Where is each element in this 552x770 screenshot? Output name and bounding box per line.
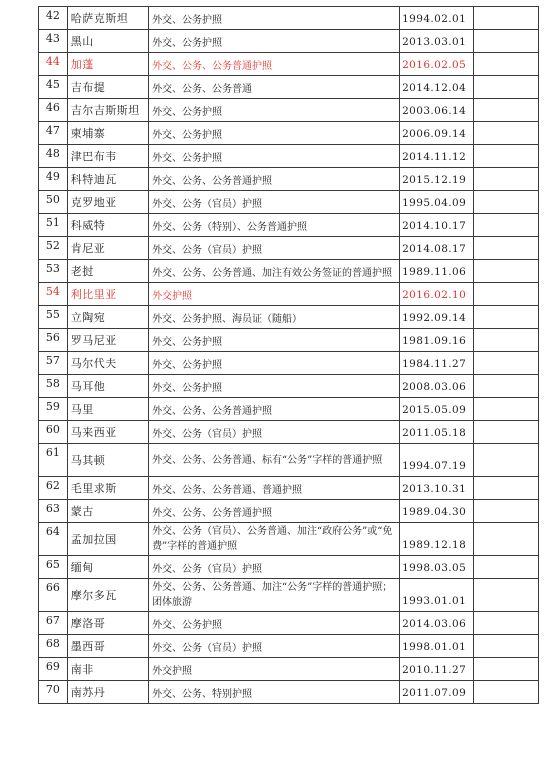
country-name: 津巴布韦 bbox=[67, 145, 148, 168]
remarks-cell bbox=[474, 444, 539, 477]
passport-type: 外交、公务、公务普通护照 bbox=[149, 53, 400, 76]
row-number: 43 bbox=[39, 30, 68, 53]
passport-type: 外交、公务、公务普通 bbox=[149, 76, 400, 99]
visa-exemption-table bbox=[38, 6, 539, 704]
effective-date: 1992.09.14 bbox=[400, 306, 474, 329]
table-row bbox=[39, 612, 539, 635]
table-row bbox=[39, 375, 539, 398]
effective-date: 1989.11.06 bbox=[400, 260, 474, 283]
table-row bbox=[39, 191, 539, 214]
country-name: 马其顿 bbox=[67, 444, 148, 477]
passport-type: 外交、公务（官员）护照 bbox=[149, 421, 400, 444]
row-number: 61 bbox=[39, 444, 68, 477]
country-name: 哈萨克斯坦 bbox=[67, 7, 148, 30]
passport-type: 外交、公务（官员）护照 bbox=[149, 556, 400, 579]
remarks-cell bbox=[474, 421, 539, 444]
effective-date: 2015.05.09 bbox=[400, 398, 474, 421]
effective-date: 2014.08.17 bbox=[400, 237, 474, 260]
country-name: 毛里求斯 bbox=[67, 477, 148, 500]
passport-type: 外交、公务、公务普通、加注有效公务签证的普通护照 bbox=[149, 260, 400, 283]
passport-type: 外交、公务护照 bbox=[149, 612, 400, 635]
remarks-cell bbox=[474, 375, 539, 398]
remarks-cell bbox=[474, 329, 539, 352]
passport-type: 外交护照 bbox=[149, 283, 400, 306]
row-number: 57 bbox=[39, 352, 68, 375]
remarks-cell bbox=[474, 635, 539, 658]
row-number: 42 bbox=[39, 7, 68, 30]
row-number: 67 bbox=[39, 612, 68, 635]
remarks-cell bbox=[474, 523, 539, 556]
country-name: 克罗地亚 bbox=[67, 191, 148, 214]
country-name: 吉尔吉斯斯坦 bbox=[67, 99, 148, 122]
passport-type: 外交、公务、公务普通、标有“公务”字样的普通护照 bbox=[149, 444, 400, 477]
table-row bbox=[39, 444, 539, 477]
table-row bbox=[39, 7, 539, 30]
table-row bbox=[39, 99, 539, 122]
passport-type: 外交、公务护照 bbox=[149, 145, 400, 168]
passport-type: 外交、公务护照 bbox=[149, 352, 400, 375]
effective-date: 2008.03.06 bbox=[400, 375, 474, 398]
row-number: 50 bbox=[39, 191, 68, 214]
passport-type: 外交、公务（特别）、公务普通护照 bbox=[149, 214, 400, 237]
passport-type: 外交护照 bbox=[149, 658, 400, 681]
effective-date: 1981.09.16 bbox=[400, 329, 474, 352]
remarks-cell bbox=[474, 7, 539, 30]
country-name: 吉布提 bbox=[67, 76, 148, 99]
remarks-cell bbox=[474, 122, 539, 145]
remarks-cell bbox=[474, 612, 539, 635]
passport-type: 外交、公务、公务普通护照 bbox=[149, 168, 400, 191]
table-row bbox=[39, 237, 539, 260]
row-number: 69 bbox=[39, 658, 68, 681]
row-number: 44 bbox=[39, 53, 68, 76]
remarks-cell bbox=[474, 283, 539, 306]
remarks-cell bbox=[474, 398, 539, 421]
passport-type: 外交、公务护照 bbox=[149, 375, 400, 398]
table-row bbox=[39, 579, 539, 612]
row-number: 45 bbox=[39, 76, 68, 99]
country-name: 黑山 bbox=[67, 30, 148, 53]
remarks-cell bbox=[474, 99, 539, 122]
row-number: 55 bbox=[39, 306, 68, 329]
row-number: 47 bbox=[39, 122, 68, 145]
passport-type: 外交、公务护照 bbox=[149, 329, 400, 352]
remarks-cell bbox=[474, 145, 539, 168]
country-name: 科特迪瓦 bbox=[67, 168, 148, 191]
row-number: 54 bbox=[39, 283, 68, 306]
country-name: 立陶宛 bbox=[67, 306, 148, 329]
remarks-cell bbox=[474, 191, 539, 214]
effective-date: 2014.11.12 bbox=[400, 145, 474, 168]
table-row bbox=[39, 306, 539, 329]
country-name: 利比里亚 bbox=[67, 283, 148, 306]
remarks-cell bbox=[474, 556, 539, 579]
country-name: 老挝 bbox=[67, 260, 148, 283]
remarks-cell bbox=[474, 681, 539, 704]
country-name: 马里 bbox=[67, 398, 148, 421]
passport-type: 外交、公务护照 bbox=[149, 122, 400, 145]
row-number: 58 bbox=[39, 375, 68, 398]
table-row bbox=[39, 523, 539, 556]
remarks-cell bbox=[474, 260, 539, 283]
table-row bbox=[39, 500, 539, 523]
country-name: 墨西哥 bbox=[67, 635, 148, 658]
row-number: 68 bbox=[39, 635, 68, 658]
effective-date: 2016.02.05 bbox=[400, 53, 474, 76]
country-name: 缅甸 bbox=[67, 556, 148, 579]
effective-date: 1998.03.05 bbox=[400, 556, 474, 579]
effective-date: 2015.12.19 bbox=[400, 168, 474, 191]
row-number: 59 bbox=[39, 398, 68, 421]
effective-date: 1989.12.18 bbox=[400, 523, 474, 556]
row-number: 66 bbox=[39, 579, 68, 612]
passport-type: 外交、公务、公务普通、加注“公务”字样的普通护照；团体旅游 bbox=[149, 579, 400, 612]
table-row bbox=[39, 635, 539, 658]
passport-type: 外交、公务（官员）护照 bbox=[149, 237, 400, 260]
table-row bbox=[39, 477, 539, 500]
table-row bbox=[39, 260, 539, 283]
passport-type: 外交、公务护照 bbox=[149, 30, 400, 53]
effective-date: 1993.01.01 bbox=[400, 579, 474, 612]
row-number: 63 bbox=[39, 500, 68, 523]
row-number: 56 bbox=[39, 329, 68, 352]
effective-date: 1994.07.19 bbox=[400, 444, 474, 477]
effective-date: 2006.09.14 bbox=[400, 122, 474, 145]
effective-date: 1995.04.09 bbox=[400, 191, 474, 214]
remarks-cell bbox=[474, 30, 539, 53]
country-name: 南非 bbox=[67, 658, 148, 681]
passport-type: 外交、公务（官员）、公务普通、加注“政府公务”或“免费”字样的普通护照 bbox=[149, 523, 400, 556]
table-row bbox=[39, 556, 539, 579]
passport-type: 外交、公务、公务普通护照 bbox=[149, 398, 400, 421]
row-number: 65 bbox=[39, 556, 68, 579]
table-row bbox=[39, 283, 539, 306]
passport-type: 外交、公务护照 bbox=[149, 7, 400, 30]
table-row bbox=[39, 398, 539, 421]
row-number: 51 bbox=[39, 214, 68, 237]
effective-date: 2010.11.27 bbox=[400, 658, 474, 681]
effective-date: 2011.05.18 bbox=[400, 421, 474, 444]
remarks-cell bbox=[474, 237, 539, 260]
remarks-cell bbox=[474, 168, 539, 191]
row-number: 60 bbox=[39, 421, 68, 444]
effective-date: 2014.10.17 bbox=[400, 214, 474, 237]
remarks-cell bbox=[474, 306, 539, 329]
table-row bbox=[39, 145, 539, 168]
country-name: 柬埔寨 bbox=[67, 122, 148, 145]
remarks-cell bbox=[474, 500, 539, 523]
country-name: 蒙古 bbox=[67, 500, 148, 523]
row-number: 62 bbox=[39, 477, 68, 500]
effective-date: 2013.10.31 bbox=[400, 477, 474, 500]
table-row bbox=[39, 658, 539, 681]
country-name: 加蓬 bbox=[67, 53, 148, 76]
country-name: 马耳他 bbox=[67, 375, 148, 398]
effective-date: 2016.02.10 bbox=[400, 283, 474, 306]
effective-date: 1989.04.30 bbox=[400, 500, 474, 523]
remarks-cell bbox=[474, 214, 539, 237]
table-row bbox=[39, 329, 539, 352]
row-number: 64 bbox=[39, 523, 68, 556]
effective-date: 2013.03.01 bbox=[400, 30, 474, 53]
table-row bbox=[39, 214, 539, 237]
table-row bbox=[39, 122, 539, 145]
country-name: 罗马尼亚 bbox=[67, 329, 148, 352]
effective-date: 2011.07.09 bbox=[400, 681, 474, 704]
effective-date: 1998.01.01 bbox=[400, 635, 474, 658]
effective-date: 1984.11.27 bbox=[400, 352, 474, 375]
passport-type: 外交、公务、特别护照 bbox=[149, 681, 400, 704]
remarks-cell bbox=[474, 477, 539, 500]
country-name: 马来西亚 bbox=[67, 421, 148, 444]
remarks-cell bbox=[474, 53, 539, 76]
country-name: 马尔代夫 bbox=[67, 352, 148, 375]
row-number: 70 bbox=[39, 681, 68, 704]
row-number: 48 bbox=[39, 145, 68, 168]
table-row bbox=[39, 53, 539, 76]
passport-type: 外交、公务、公务普通、普通护照 bbox=[149, 477, 400, 500]
country-name: 南苏丹 bbox=[67, 681, 148, 704]
table-row bbox=[39, 76, 539, 99]
effective-date: 2014.12.04 bbox=[400, 76, 474, 99]
passport-type: 外交、公务、公务普通护照 bbox=[149, 500, 400, 523]
country-name: 孟加拉国 bbox=[67, 523, 148, 556]
table-row bbox=[39, 168, 539, 191]
table-row bbox=[39, 681, 539, 704]
effective-date: 1994.02.01 bbox=[400, 7, 474, 30]
table-row bbox=[39, 352, 539, 375]
country-name: 科威特 bbox=[67, 214, 148, 237]
passport-type: 外交、公务护照、海员证（随船） bbox=[149, 306, 400, 329]
remarks-cell bbox=[474, 352, 539, 375]
remarks-cell bbox=[474, 76, 539, 99]
passport-type: 外交、公务护照 bbox=[149, 99, 400, 122]
passport-type: 外交、公务（官员）护照 bbox=[149, 191, 400, 214]
row-number: 46 bbox=[39, 99, 68, 122]
effective-date: 2003.06.14 bbox=[400, 99, 474, 122]
passport-type: 外交、公务（官员）护照 bbox=[149, 635, 400, 658]
row-number: 49 bbox=[39, 168, 68, 191]
table-body bbox=[39, 7, 539, 704]
table-row bbox=[39, 421, 539, 444]
country-name: 摩洛哥 bbox=[67, 612, 148, 635]
table-row bbox=[39, 30, 539, 53]
row-number: 53 bbox=[39, 260, 68, 283]
country-name: 肯尼亚 bbox=[67, 237, 148, 260]
effective-date: 2014.03.06 bbox=[400, 612, 474, 635]
row-number: 52 bbox=[39, 237, 68, 260]
country-name: 摩尔多瓦 bbox=[67, 579, 148, 612]
remarks-cell bbox=[474, 658, 539, 681]
remarks-cell bbox=[474, 579, 539, 612]
